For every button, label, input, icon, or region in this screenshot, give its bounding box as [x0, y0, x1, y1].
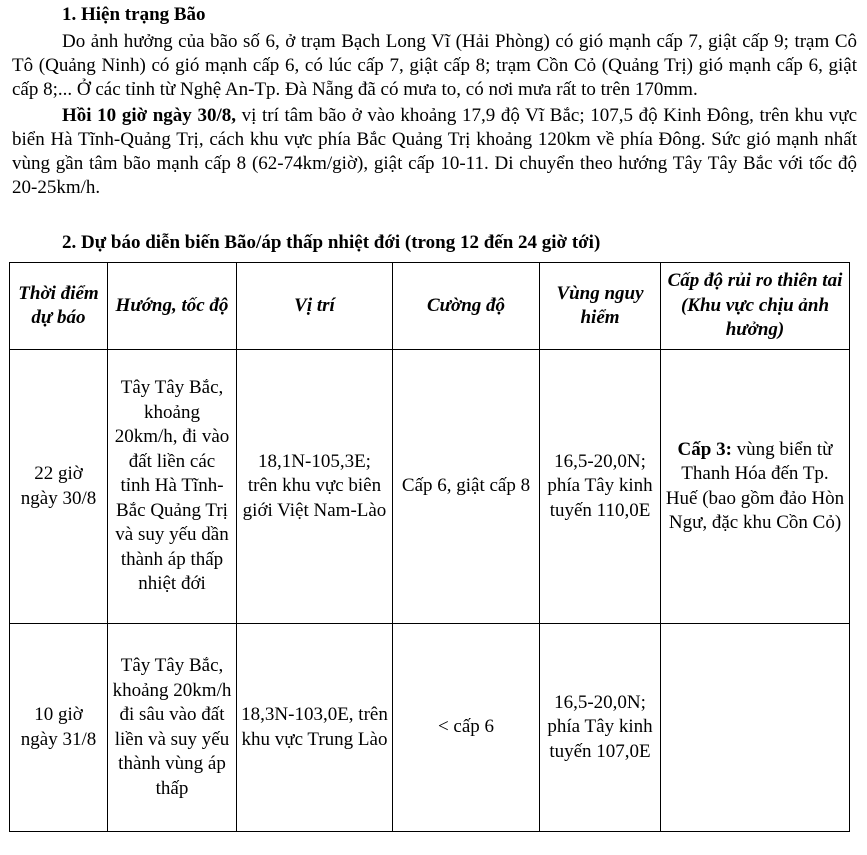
cell-direction: Tây Tây Bắc, khoảng 20km/h đi sâu vào đất liền và suy yếu thành vùng áp thấp — [108, 624, 237, 832]
cell-intensity: Cấp 6, giật cấp 8 — [393, 350, 540, 624]
cell-position: 18,3N-103,0E, trên khu vực Trung Lào — [237, 624, 393, 832]
section-1-title: 1. Hiện trạng Bão — [62, 4, 206, 25]
risk-level-text: vùng biển từ Thanh Hóa đến Tp. Huế (bao gồm đảo Hòn Ngư, đặc khu Cồn Cỏ) — [665, 438, 845, 533]
header-risk-level: Cấp độ rủi ro thiên tai (Khu vực chịu ảnh hưởng) — [661, 263, 850, 350]
paragraph-1-text: Do ảnh hưởng của bão số 6, ở trạm Bạch Long Vĩ (Hải Phòng) có gió mạnh cấp 7, giật cấp 9; trạm Cô Tô (Quảng Ninh) có gió mạnh cấp 6, có lúc cấp 7, giật cấp 8; trạm Cồn Cỏ (Quảng Trị) gió mạnh cấp 6, giật cấp 8;... Ở các tỉnh từ Nghệ An-Tp. Đà Nẵng đã có mưa to, có nơi mưa rất to trên 170mm. — [12, 31, 857, 100]
table-row — [10, 350, 850, 624]
paragraph-2-text: vị trí tâm bão ở vào khoảng 17,9 độ Vĩ Bắc; 107,5 độ Kinh Đông, trên khu vực biển Hà Tĩnh-Quảng Trị, cách khu vực phía Bắc Quảng Trị khoảng 120km về phía Đông. Sức gió mạnh nhất vùng gần tâm bão mạnh cấp 8 (62-74km/giờ), giật cấp 10-11. Di chuyển theo hướng Tây Tây Bắc với tốc độ 20-25km/h. — [12, 105, 857, 198]
cell-time: 10 giờ ngày 31/8 — [10, 624, 108, 832]
section-1-paragraph-2 — [12, 104, 857, 200]
table-row — [10, 624, 850, 832]
risk-level-label: Cấp 3: — [677, 438, 732, 460]
cell-danger-zone: 16,5-20,0N; phía Tây kinh tuyến 110,0E — [540, 350, 661, 624]
cell-danger-zone: 16,5-20,0N; phía Tây kinh tuyến 107,0E — [540, 624, 661, 832]
forecast-table — [9, 262, 850, 832]
cell-direction: Tây Tây Bắc, khoảng 20km/h, đi vào đất liền các tỉnh Hà Tĩnh-Bắc Quảng Trị và suy yếu dần thành áp thấp nhiệt đới — [108, 350, 237, 624]
section-1-paragraph-1 — [12, 30, 857, 102]
header-time: Thời điểm dự báo — [10, 263, 108, 350]
cell-risk-level — [661, 350, 850, 624]
cell-position: 18,1N-105,3E; trên khu vực biên giới Việt Nam-Lào — [237, 350, 393, 624]
header-intensity: Cường độ — [393, 263, 540, 350]
cell-time: 22 giờ ngày 30/8 — [10, 350, 108, 624]
header-danger-zone: Vùng nguy hiểm — [540, 263, 661, 350]
section-2-title: 2. Dự báo diễn biến Bão/áp thấp nhiệt đới (trong 12 đến 24 giờ tới) — [62, 232, 601, 253]
header-position: Vị trí — [237, 263, 393, 350]
cell-risk-level — [661, 624, 850, 832]
cell-intensity: < cấp 6 — [393, 624, 540, 832]
table-header-row — [10, 263, 850, 350]
header-direction: Hướng, tốc độ — [108, 263, 237, 350]
paragraph-2-lead: Hồi 10 giờ ngày 30/8, — [62, 105, 236, 126]
